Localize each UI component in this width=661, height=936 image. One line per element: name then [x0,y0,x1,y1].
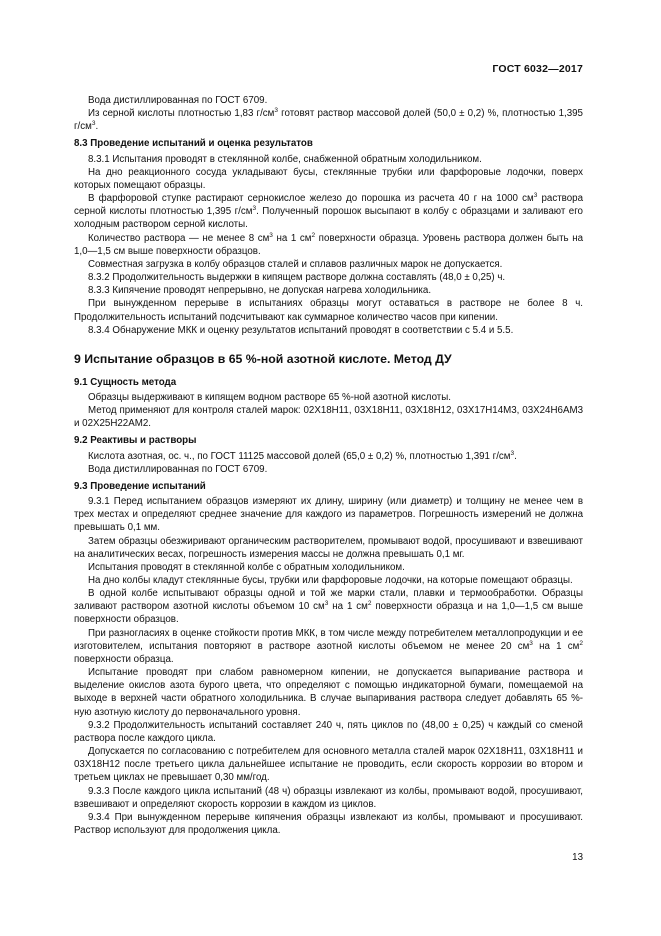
paragraph: В фарфоровой ступке растирают сернокислое железо до порошка из расчета 40 г на 1000 $см^3$ раствора серной кислоты плотностью 1,395 $г/см^3$. Полученный порошок высыпают в колбу с образцами и заливают его холодным раствором серной кислоты. [74,192,583,231]
paragraph: Образцы выдерживают в кипящем водном растворе 65 %-ной азотной кислоты. [88,391,451,403]
paragraph: На дно реакционного сосуда укладывают бусы, стеклянные трубки или фарфоровые лодочки, поверх которых помещают образцы. [74,166,583,191]
subsection-heading: 9.3 Проведение испытаний [74,480,206,492]
paragraph: Количество раствора — не менее 8 $см^3$ на 1 $см^2$ поверхности образца. Уровень раствора должен быть на 1,0—1,5 см выше поверхности образцов. [74,231,583,257]
paragraph: Затем образцы обезжиривают органическим растворителем, промывают водой, просушивают и взвешивают на аналитических весах, погрешность измерения массы не должна превышать 0,1 мг. [74,535,583,560]
paragraph: При вынужденном перерыве в испытаниях образцы могут оставаться в растворе не более 8 ч. Продолжительность испытаний подсчитывают как суммарное количество часов при кипении. [74,298,583,323]
paragraph: Из серной кислоты плотностью 1,83 $г/см^3$ готовят раствор массовой долей (50,0 ± 0,2) %, плотностью 1,395 $г/см^3$. [74,107,583,133]
paragraph: 9.3.1 Перед испытанием образцов измеряют их длину, ширину (или диаметр) и толщину не менее чем в трех местах и определяют среднее значение для каждого из параметров. Погрешность измерений не должна превышать 0,1 мм. [74,496,583,534]
paragraph: Вода дистиллированная по ГОСТ 6709. [88,463,268,475]
paragraph: Испытания проводят в стеклянной колбе с обратным холодильником. [88,561,405,573]
paragraph: 9.3.2 Продолжительность испытаний составляет 240 ч, пять циклов по (48,00 ± 0,25) ч каждый со сменой раствора после каждого цикла. [74,719,583,744]
paragraph: 8.3.2 Продолжительность выдержки в кипящем растворе должна составлять (48,0 ± 0,25) ч. [88,272,506,284]
paragraph: 8.3.4 Обнаружение МКК и оценку результатов испытаний проводят в соответствии с 5.4 и 5.5. [88,324,514,336]
page-header-standard-number: ГОСТ 6032—2017 [492,63,583,75]
section-heading: 9 Испытание образцов в 65 %-ной азотной кислоте. Метод ДУ [74,351,452,366]
paragraph: Метод применяют для контроля сталей марок: 02Х18Н11, 03Х18Н11, 03Х18Н12, 03Х17Н14М3, 03Х24Н6АМ3 и 02Х25Н22АМ2. [74,405,583,430]
subsection-heading: 9.2 Реактивы и растворы [74,435,197,447]
paragraph: На дно колбы кладут стеклянные бусы, трубки или фарфоровые лодочки, на которые помещают образцы. [88,575,573,586]
subsection-heading: 8.3 Проведение испытаний и оценка результатов [74,138,313,150]
subsection-heading: 9.1 Сущность метода [74,376,177,388]
paragraph: Допускается по согласованию с потребителем для основного металла сталей марок 02Х18Н11, 03Х18Н11 и 03Х18Н12 после третьего цикла дальнейшее испытание не проводить, если скорость коррозии во втором и третьем циклах не превышает 0,30 мм/год. [74,746,583,784]
paragraph: Кислота азотная, ос. ч., по ГОСТ 11125 массовой долей (65,0 ± 0,2) %, плотностью 1,391 $г/см^3$. [88,449,517,462]
page-number: 13 [572,852,583,863]
paragraph: 8.3.1 Испытания проводят в стеклянной колбе, снабженной обратным холодильником. [88,153,482,165]
paragraph: При разногласиях в оценке стойкости против МКК, в том числе между потребителем металлопродукции и ее изготовителем, испытания повторяют в растворе азотной кислоты объемом не менее 20 $см^3$ на 1 $см^2$ поверхности образца. [74,627,583,665]
paragraph: В одной колбе испытывают образцы одной и той же марки стали, плавки и термообработки. Образцы заливают раствором азотной кислоты объемом 10 $см^3$ на 1 $см^2$ поверхности образца и на 1,0—1,5 см выше поверхности образцов. [74,588,583,626]
paragraph: 9.3.4 При вынужденном перерыве кипячения образцы извлекают из колбы, промывают и просушивают. Раствор используют для продолжения цикла. [74,811,583,836]
paragraph: Вода дистиллированная по ГОСТ 6709. [88,95,268,106]
paragraph: 8.3.3 Кипячение проводят непрерывно, не допуская нагрева холодильника. [88,285,432,297]
paragraph: Совместная загрузка в колбу образцов сталей и сплавов различных марок не допускается. [88,258,503,270]
paragraph: Испытание проводят при слабом равномерном кипении, не допускается выпаривание раствора и выделение окислов азота бурого цвета, что определяют с помощью индикаторной бумаги, помещаемой на выходе в верхней части обратного холодильника. В случае выпаривания раствора следует добавлять 65 %-ную азотную кислоту до первоначального уровня. [74,667,583,718]
document-body [74,94,583,837]
paragraph: 9.3.3 После каждого цикла испытаний (48 ч) образцы извлекают из колбы, промывают водой, просушивают, взвешивают и определяют скорость коррозии в каждом из циклов. [74,785,583,810]
